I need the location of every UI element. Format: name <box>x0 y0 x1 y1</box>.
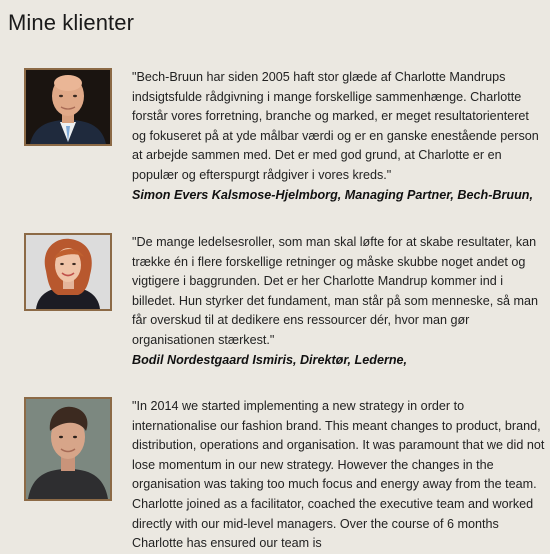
portrait-man-bald-image <box>26 70 110 144</box>
testimonial-author: Simon Evers Kalsmose-Hjelmborg, Managing Partner, Bech-Bruun, <box>132 187 533 202</box>
testimonial-quote <box>132 233 546 370</box>
portrait-woman-redhead-image <box>26 235 110 309</box>
client-photo <box>24 68 112 146</box>
client-photo <box>24 233 112 311</box>
testimonial-quote <box>132 397 546 554</box>
quote-text: "Bech-Bruun har siden 2005 haft stor glæde af Charlotte Mandrups indsigtsfulde rådgivning i mange forskellige sammenhænge. Charlotte forstår vores forretning, branche og marked, er meget resultatorienteret og fokuseret på at yde målbar værdi og er en ganske enestående person at arbejde sammen med. Det er med god grund, at Charlotte er en populær og efterspurgt rådgiver i vores kreds." <box>132 70 539 182</box>
page-title: Mine klienter <box>8 10 135 35</box>
portrait-man-young-image <box>26 399 110 499</box>
testimonial-quote <box>132 68 546 205</box>
testimonial-author: Bodil Nordestgaard Ismiris, Direktør, Lederne, <box>132 352 408 367</box>
client-photo <box>24 397 112 501</box>
quote-text: "In 2014 we started implementing a new strategy in order to internationalise our fashion brand. This meant changes to product, brand, distribution, operations and organisation. It was paramount that we did not lose momentum in our new strategy. However the changes in the organisation was taking too much focus and energy away from the team. Charlotte joined as a facilitator, coached the executive team and worked directly with our mid-level managers. Over the course of 6 months Charlotte has ensured our team is <box>132 399 545 551</box>
quote-text: "De mange ledelsesroller, som man skal løfte for at skabe resultater, kan trække én i flere forskellige retninger og måske skubbe noget andet og vigtigere i baggrunden. Det er her Charlotte Mandrup kommer ind i billedet. Hun styrker det fundament, man står på som menneske, så man får overskud til at dedikere ens ressourcer dér, hvor man gør organisationen stærkest." <box>132 235 538 347</box>
